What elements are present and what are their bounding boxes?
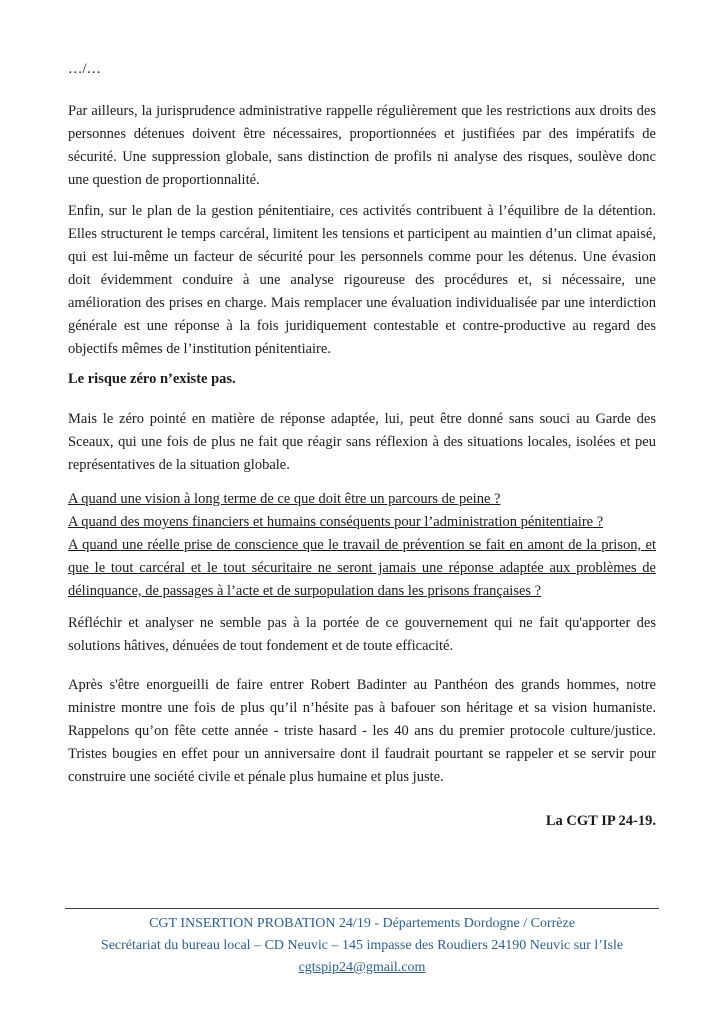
question-prise-de-conscience: A quand une réelle prise de conscience que le travail de prévention se fait en amont de la prison, et que le tout carcéral et le tout sécuritaire ne seront jamais une réponse adaptée aux problèmes de délinquance, de passages à l’acte et de surpopulation dans les prisons françaises ? xyxy=(68,537,656,599)
footer-email-link[interactable]: cgtspip24@gmail.com xyxy=(298,960,426,975)
question-parcours-de-peine: A quand une vision à long terme de ce que doit être un parcours de peine ? xyxy=(68,491,501,507)
questions-block xyxy=(68,488,656,603)
paragraph-jurisprudence: Par ailleurs, la jurisprudence administrative rappelle régulièrement que les restrictions aux droits des personnes détenues doivent être nécessaires, proportionnées et justifiées par des impératifs de sécurité. Une suppression globale, sans distinction de profils ni analyse des risques, soulève donc une question de proportionnalité. xyxy=(68,103,656,188)
page-footer xyxy=(65,908,659,979)
footer-org-line: CGT INSERTION PROBATION 24/19 - Départements Dordogne / Corrèze xyxy=(149,916,575,931)
paragraph-zero-pointe: Mais le zéro pointé en matière de réponse adaptée, lui, peut être donné sans souci au Garde des Sceaux, qui une fois de plus ne fait que réagir sans réflexion à des situations locales, isolées et peu représentatives de la situation globale. xyxy=(68,411,656,473)
heading-risque-zero: Le risque zéro n’existe pas. xyxy=(68,371,236,387)
paragraph-gestion-penitentiaire: Enfin, sur le plan de la gestion pénitentiaire, ces activités contribuent à l’équilibre de la détention. Elles structurent le temps carcéral, limitent les tensions et participent au maintien d’un climat apaisé, qui est lui-même un facteur de sécurité pour les personnels comme pour les détenus. Une évasion doit évidemment conduire à une analyse rigoureuse des procédures et, si nécessaire, une amélioration des prises en charge. Mais remplacer une évaluation individualisée par une interdiction générale est une réponse à la fois juridiquement contestable et contre-productive au regard des objectifs mêmes de l’institution pénitentiaire. xyxy=(68,203,656,357)
footer-email-row xyxy=(65,957,659,979)
paragraph-badinter: Après s'être enorgueilli de faire entrer Robert Badinter au Panthéon des grands hommes, notre ministre montre une fois de plus qu’il n’hésite pas à bafouer son héritage et sa vision humaniste. Rappelons qu’on fête cette année - triste hasard - les 40 ans du premier protocole culture/justice. Tristes bougies en effet pour un anniversaire dont il faudrait pourtant se rappeler et se servir pour construire une société civile et pénale plus humaine et plus juste. xyxy=(68,677,656,785)
footer-address-line: Secrétariat du bureau local – CD Neuvic – 145 impasse des Roudiers 24190 Neuvic sur l’Isle xyxy=(100,938,624,953)
continuation-mark: …/… xyxy=(68,61,102,77)
signature: La CGT IP 24-19. xyxy=(545,813,656,829)
paragraph-reflechir: Réfléchir et analyser ne semble pas à la portée de ce gouvernement qui ne fait qu'apporter des solutions hâtives, dénuées de tout fondement et de toute efficacité. xyxy=(68,615,656,654)
question-moyens-financiers: A quand des moyens financiers et humains conséquents pour l’administration pénitentiaire ? xyxy=(68,514,604,530)
